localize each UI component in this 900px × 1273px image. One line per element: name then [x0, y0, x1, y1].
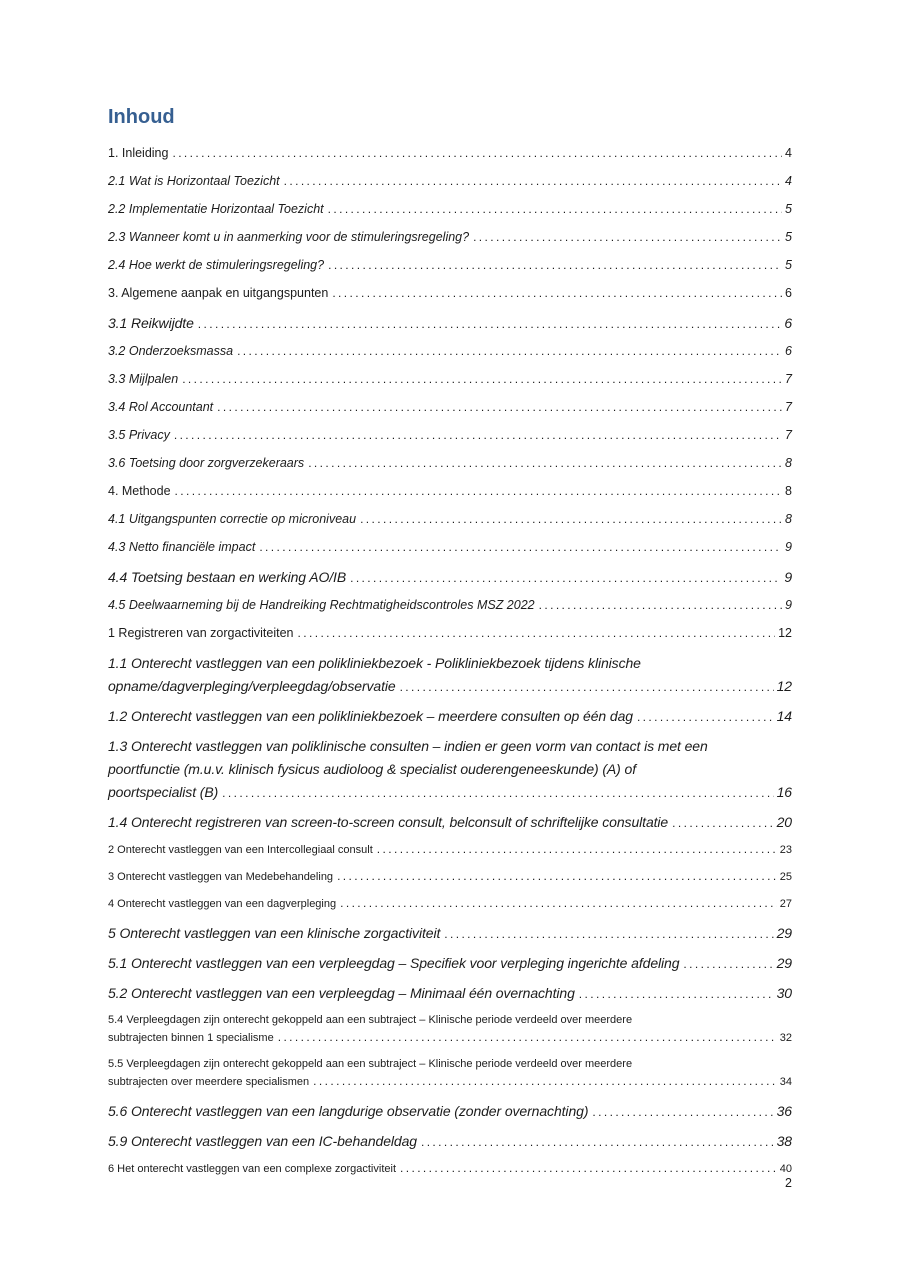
toc-entry-text: 4 Onterecht vastleggen van een dagverpleging	[108, 898, 337, 910]
toc-entry[interactable]	[108, 1130, 792, 1154]
toc-leader-dots	[337, 868, 777, 886]
page-title: Inhoud	[108, 106, 175, 128]
toc-entry[interactable]	[108, 1056, 792, 1091]
toc-leader-dots	[198, 312, 782, 336]
toc-page-number: 7	[785, 400, 792, 414]
toc-leader-dots	[174, 426, 782, 445]
toc-entry-text: 3.4 Rol Accountant	[108, 400, 214, 414]
toc-entry-text: 1 Registreren van zorgactiviteiten	[108, 626, 294, 640]
toc-page-number: 6	[785, 286, 792, 300]
toc-entry-text: 2 Onterecht vastleggen van een Intercollegiaal consult	[108, 844, 373, 856]
toc-entry[interactable]	[108, 538, 792, 557]
toc-entry-text: 4.5 Deelwaarneming bij de Handreiking Rechtmatigheidscontroles MSZ 2022	[108, 598, 535, 612]
toc-entry-text: 5.2 Onterecht vastleggen van een verpleegdag – Minimaal één overnachting	[108, 985, 575, 1001]
toc-entry[interactable]	[108, 735, 792, 805]
toc-page-number: 29	[776, 955, 792, 971]
toc-entry-text: 4.4 Toetsing bestaan en werking AO/IB	[108, 569, 347, 585]
toc-page-number: 8	[785, 484, 792, 498]
toc-entry[interactable]	[108, 922, 792, 946]
toc-leader-dots	[278, 1029, 777, 1047]
toc-page-number: 6	[785, 344, 792, 358]
toc-leader-dots	[350, 566, 781, 590]
toc-page-number: 36	[776, 1103, 792, 1119]
toc-leader-dots	[637, 705, 774, 729]
toc-entry-text: 5.6 Onterecht vastleggen van een langdurige observatie (zonder overnachting)	[108, 1103, 589, 1119]
toc-page-number: 12	[778, 626, 792, 640]
toc-leader-dots	[222, 781, 773, 805]
toc-page-number: 25	[779, 871, 792, 883]
toc-entry[interactable]	[108, 228, 792, 247]
toc-leader-dots	[444, 922, 773, 946]
toc-entry-text: 3.5 Privacy	[108, 428, 170, 442]
toc-entry[interactable]	[108, 596, 792, 615]
toc-entry[interactable]	[108, 841, 792, 859]
toc-page-number: 20	[776, 814, 792, 830]
toc-entry[interactable]	[108, 482, 792, 501]
toc-entry[interactable]	[108, 566, 792, 590]
toc-entry-text: 5.9 Onterecht vastleggen van een IC-behandeldag	[108, 1133, 417, 1149]
toc-page-number: 8	[785, 512, 792, 526]
toc-entry-text: 1. Inleiding	[108, 146, 169, 160]
toc-entry-text: 5.5 Verpleegdagen zijn onterecht gekoppeld aan een subtraject – Klinische periode verdeeld over meerdere	[108, 1058, 633, 1070]
toc-leader-dots	[400, 675, 774, 699]
toc-entry-text: 2.4 Hoe werkt de stimuleringsregeling?	[108, 258, 325, 272]
toc-page-number: 5	[785, 258, 792, 272]
toc-page-number: 32	[779, 1032, 792, 1044]
toc-page-number: 14	[776, 708, 792, 724]
toc-entry[interactable]	[108, 652, 792, 699]
toc-page-number: 6	[784, 315, 792, 331]
toc-entry[interactable]	[108, 342, 792, 361]
toc-entry[interactable]	[108, 952, 792, 976]
toc-entry-text: 2.2 Implementatie Horizontaal Toezicht	[108, 202, 324, 216]
toc-entry[interactable]	[108, 705, 792, 729]
toc-page-number: 23	[779, 844, 792, 856]
toc-page-number: 4	[785, 146, 792, 160]
toc-page-number: 9	[785, 540, 792, 554]
toc-entry-text: 3.1 Reikwijdte	[108, 315, 194, 331]
toc-leader-dots	[421, 1130, 774, 1154]
toc-entry-text: poortspecialist (B)	[108, 784, 219, 800]
toc-page-number: 40	[779, 1163, 792, 1175]
toc-entry-text: 1.2 Onterecht vastleggen van een polikliniekbezoek – meerdere consulten op één dag	[108, 708, 633, 724]
toc-entry[interactable]	[108, 811, 792, 835]
toc-entry-text: 3.6 Toetsing door zorgverzekeraars	[108, 456, 305, 470]
toc-entry-text: 1.4 Onterecht registreren van screen-to-screen consult, belconsult of schriftelijke consultatie	[108, 814, 669, 830]
toc-entry-text: 4.1 Uitgangspunten correctie op microniveau	[108, 512, 357, 526]
toc-entry-text: 3. Algemene aanpak en uitgangspunten	[108, 286, 329, 300]
toc-entry-text: 6 Het onterecht vastleggen van een complexe zorgactiviteit	[108, 1163, 396, 1175]
toc-leader-dots	[539, 596, 782, 615]
toc-leader-dots	[284, 172, 782, 191]
toc-leader-dots	[175, 482, 783, 501]
toc-entry-text: subtrajecten binnen 1 specialisme	[108, 1032, 274, 1044]
toc-list	[108, 144, 792, 1178]
toc-page-number: 7	[785, 372, 792, 386]
toc-leader-dots	[172, 144, 782, 163]
toc-leader-dots	[237, 342, 782, 361]
toc-entry-text: 2.1 Wat is Horizontaal Toezicht	[108, 174, 280, 188]
toc-entry-text: 3 Onterecht vastleggen van Medebehandeling	[108, 871, 334, 883]
toc-leader-dots	[259, 538, 782, 557]
toc-page-number: 8	[785, 456, 792, 470]
toc-page-number: 12	[776, 678, 792, 694]
toc-leader-dots	[328, 256, 782, 275]
toc-page-number: 9	[785, 598, 792, 612]
toc-entry[interactable]	[108, 144, 792, 163]
toc-entry[interactable]	[108, 624, 792, 643]
toc-leader-dots	[592, 1100, 773, 1124]
toc-entry-text: 1.1 Onterecht vastleggen van een polikliniekbezoek - Polikliniekbezoek tijdens klinische	[108, 655, 641, 671]
toc-leader-dots	[360, 510, 782, 529]
toc-leader-dots	[683, 952, 773, 976]
toc-entry[interactable]	[108, 895, 792, 913]
toc-entry[interactable]	[108, 510, 792, 529]
toc-page-number: 34	[779, 1076, 792, 1088]
toc-leader-dots	[328, 200, 782, 219]
toc-entry[interactable]	[108, 454, 792, 473]
toc-entry-text: 2.3 Wanneer komt u in aanmerking voor de stimuleringsregeling?	[108, 230, 470, 244]
toc-entry-text: 5 Onterecht vastleggen van een klinische zorgactiviteit	[108, 925, 441, 941]
toc-page-number: 4	[785, 174, 792, 188]
toc-leader-dots	[473, 228, 782, 247]
toc-entry[interactable]	[108, 370, 792, 389]
toc-entry[interactable]	[108, 256, 792, 275]
toc-entry[interactable]	[108, 398, 792, 417]
toc-page-number: 30	[776, 985, 792, 1001]
toc-entry[interactable]	[108, 868, 792, 886]
toc-leader-dots	[217, 398, 782, 417]
toc-entry-text: 1.3 Onterecht vastleggen van poliklinische consulten – indien er geen vorm van contact is met een	[108, 738, 708, 754]
toc-entry[interactable]	[108, 1160, 792, 1178]
toc-leader-dots	[182, 370, 782, 389]
toc-entry-text: 4.3 Netto financiële impact	[108, 540, 256, 554]
toc-entry[interactable]	[108, 426, 792, 445]
toc-entry-text: 3.3 Mijlpalen	[108, 372, 179, 386]
toc-entry-text: 5.1 Onterecht vastleggen van een verpleegdag – Specifiek voor verpleging ingerichte afdeling	[108, 955, 680, 971]
toc-entry[interactable]	[108, 982, 792, 1006]
toc-entry[interactable]	[108, 200, 792, 219]
toc-entry[interactable]	[108, 312, 792, 336]
toc-entry-text: subtrajecten over meerdere specialismen	[108, 1076, 310, 1088]
toc-leader-dots	[579, 982, 774, 1006]
toc-entry-text: 5.4 Verpleegdagen zijn onterecht gekoppeld aan een subtraject – Klinische periode verdeeld over meerdere	[108, 1014, 633, 1026]
toc-page-number: 27	[779, 898, 792, 910]
toc-page-number: 16	[776, 784, 792, 800]
toc-leader-dots	[308, 454, 782, 473]
toc-leader-dots	[377, 841, 777, 859]
toc-page-number: 29	[776, 925, 792, 941]
toc-entry-text: 3.2 Onderzoeksmassa	[108, 344, 234, 358]
toc-entry[interactable]	[108, 284, 792, 303]
toc-entry[interactable]	[108, 1012, 792, 1047]
toc-entry-text: poortfunctie (m.u.v. klinisch fysicus audioloog & specialist ouderengeneeskunde) (A) of	[108, 761, 636, 777]
toc-leader-dots	[298, 624, 776, 643]
toc-entry[interactable]	[108, 172, 792, 191]
toc-leader-dots	[672, 811, 774, 835]
toc-leader-dots	[332, 284, 782, 303]
toc-entry-text: opname/dagverpleging/verpleegdag/observatie	[108, 678, 396, 694]
toc-leader-dots	[400, 1160, 777, 1178]
toc-entry-text: 4. Methode	[108, 484, 171, 498]
toc-page-number: 7	[785, 428, 792, 442]
toc-page-number: 5	[785, 202, 792, 216]
toc-page-number: 38	[776, 1133, 792, 1149]
toc-leader-dots	[340, 895, 777, 913]
toc-entry[interactable]	[108, 1100, 792, 1124]
toc-page-number: 5	[785, 230, 792, 244]
footer-page-number: 2	[785, 1176, 792, 1190]
toc-leader-dots	[313, 1073, 777, 1091]
toc-page-number: 9	[784, 569, 792, 585]
